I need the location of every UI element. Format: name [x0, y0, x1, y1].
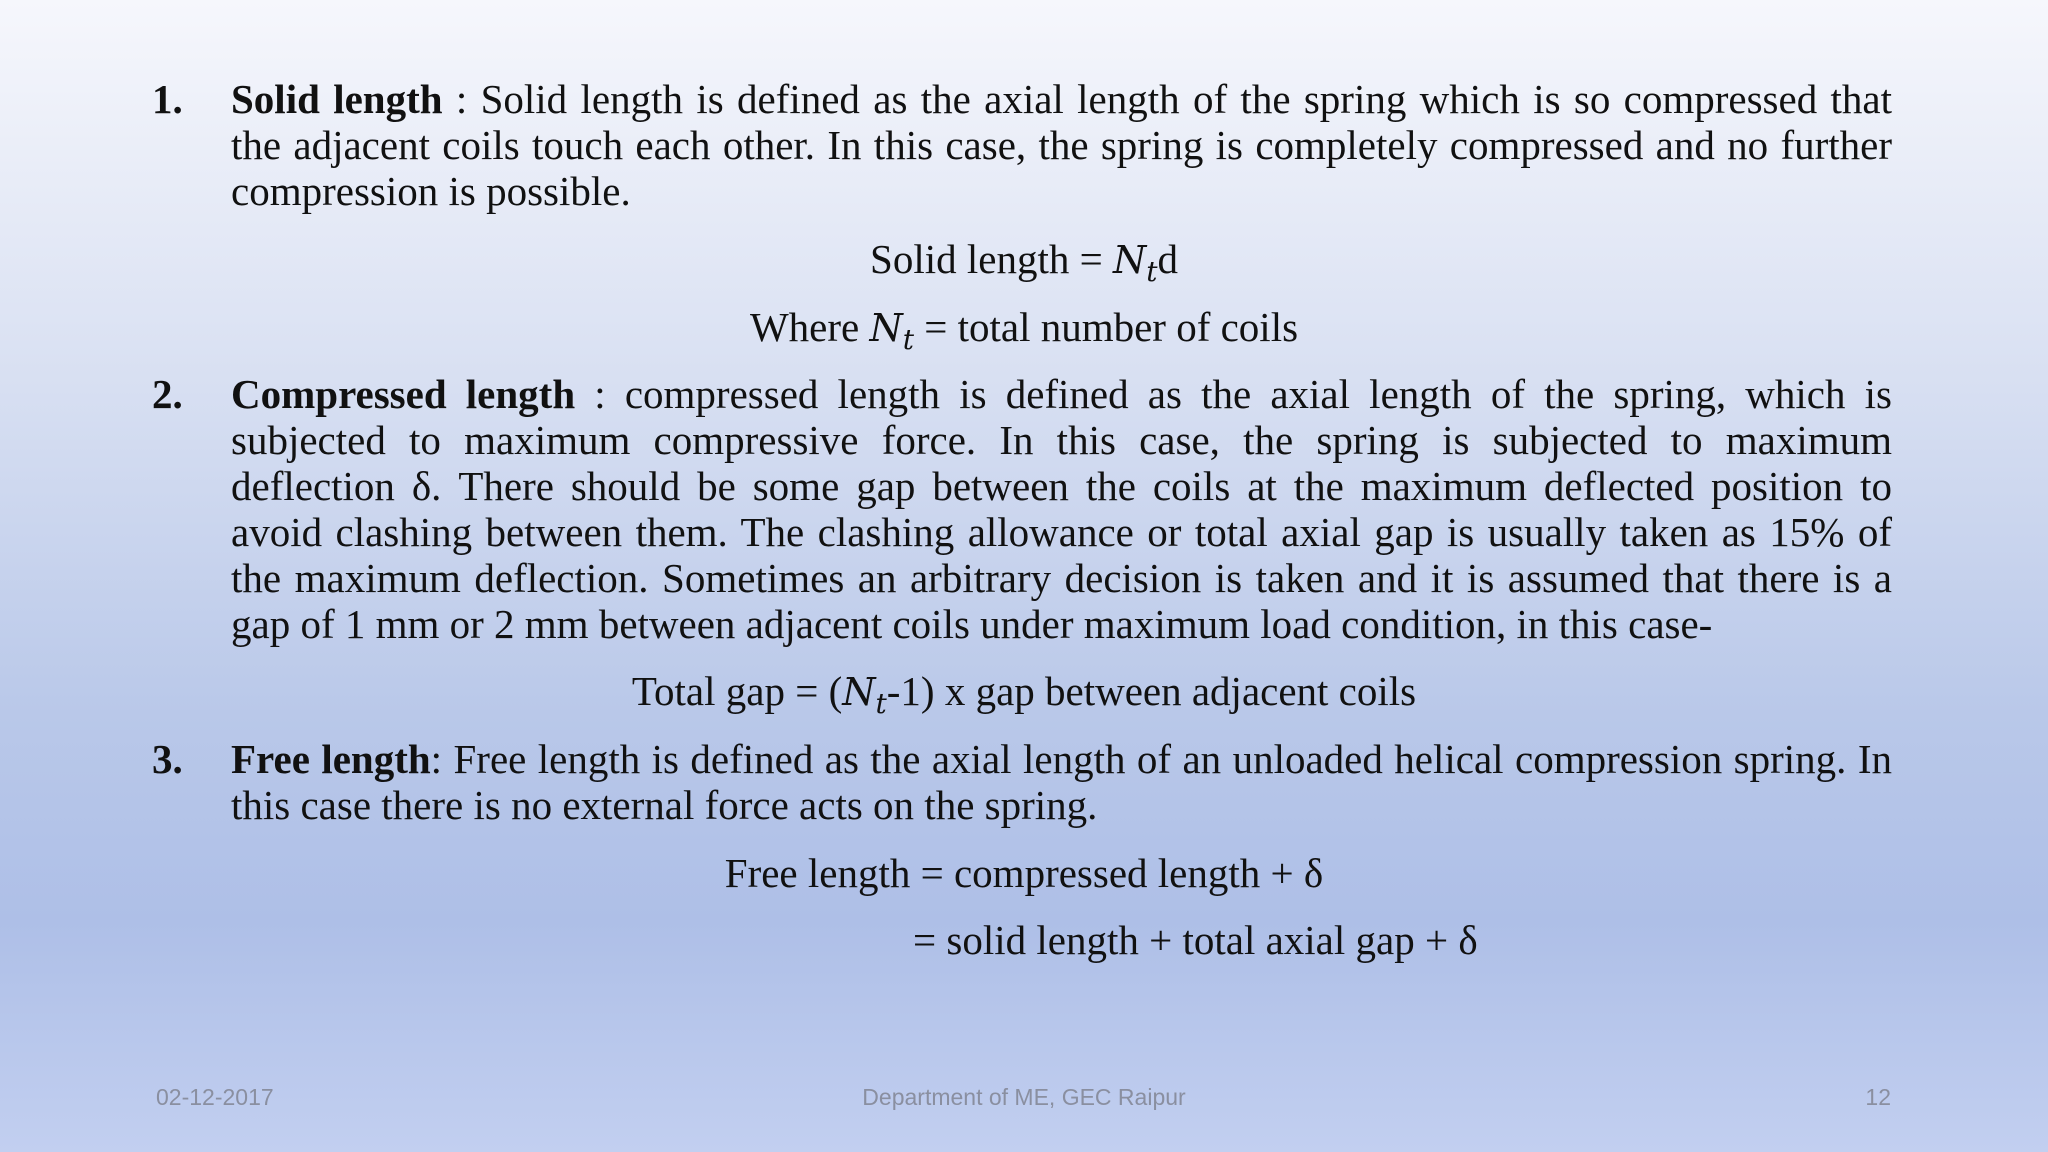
equation-variable: $N_t$ — [869, 306, 914, 356]
equation-lhs: Solid length = — [870, 236, 1113, 282]
footer-department: Department of ME, GEC Raipur — [862, 1084, 1186, 1110]
item-term: Compressed length — [231, 371, 576, 417]
list-item-solid-length — [152, 76, 1892, 214]
item-term: Solid length — [231, 76, 443, 122]
item-number: 3. — [152, 736, 183, 782]
equation-lhs: Where — [749, 304, 870, 350]
equation-where — [0, 304, 2048, 356]
equation-variable: $N_t$ — [842, 670, 887, 720]
item-text: : Free length is defined as the axial length of an unloaded helical compression spring. In this case there is no external force acts on the spring. — [231, 736, 1892, 828]
equation-rhs: = total number of coils — [913, 304, 1299, 350]
footer-date: 02-12-2017 — [156, 1084, 274, 1110]
item-term: Free length — [231, 736, 431, 782]
equation-variable: $N_t$ — [1112, 238, 1158, 288]
list-item-free-length — [152, 736, 1892, 828]
list-item-compressed-length — [152, 371, 1892, 647]
item-text: : Solid length is defined as the axial length of the spring which is so compressed that the adjacent coils touch each other. In this case, the spring is completely compressed and no further compression is possible. — [231, 76, 1892, 214]
equation-rhs: -1) x gap between adjacent coils — [886, 668, 1417, 714]
footer-page-number: 12 — [1865, 1084, 1891, 1110]
item-text: : compressed length is defined as the axial length of the spring, which is subjected to maximum compressive force. In this case, the spring is subjected to maximum deflection δ. There should be some gap between the coils at the maximum deflected position to avoid clashing between them. The clashing allowance or total axial gap is usually taken as 15% of the maximum deflection. Sometimes an arbitrary decision is taken and it is assumed that there is a gap of 1 mm or 2 mm between adjacent coils under maximum load condition, in this case- — [231, 371, 1892, 647]
item-number: 1. — [152, 76, 183, 122]
item-body — [231, 371, 1892, 647]
item-number: 2. — [152, 371, 183, 417]
equation-total-gap — [0, 668, 2048, 720]
equation-free-length-continued: = solid length + total axial gap + δ — [913, 917, 1478, 963]
item-body — [231, 76, 1892, 214]
equation-free-length: Free length = compressed length + δ — [724, 850, 1324, 896]
equation-lhs: Total gap = ( — [631, 668, 843, 714]
equation-solid-length — [0, 236, 2048, 288]
equation-rhs: d — [1157, 236, 1178, 282]
item-body — [231, 736, 1892, 828]
